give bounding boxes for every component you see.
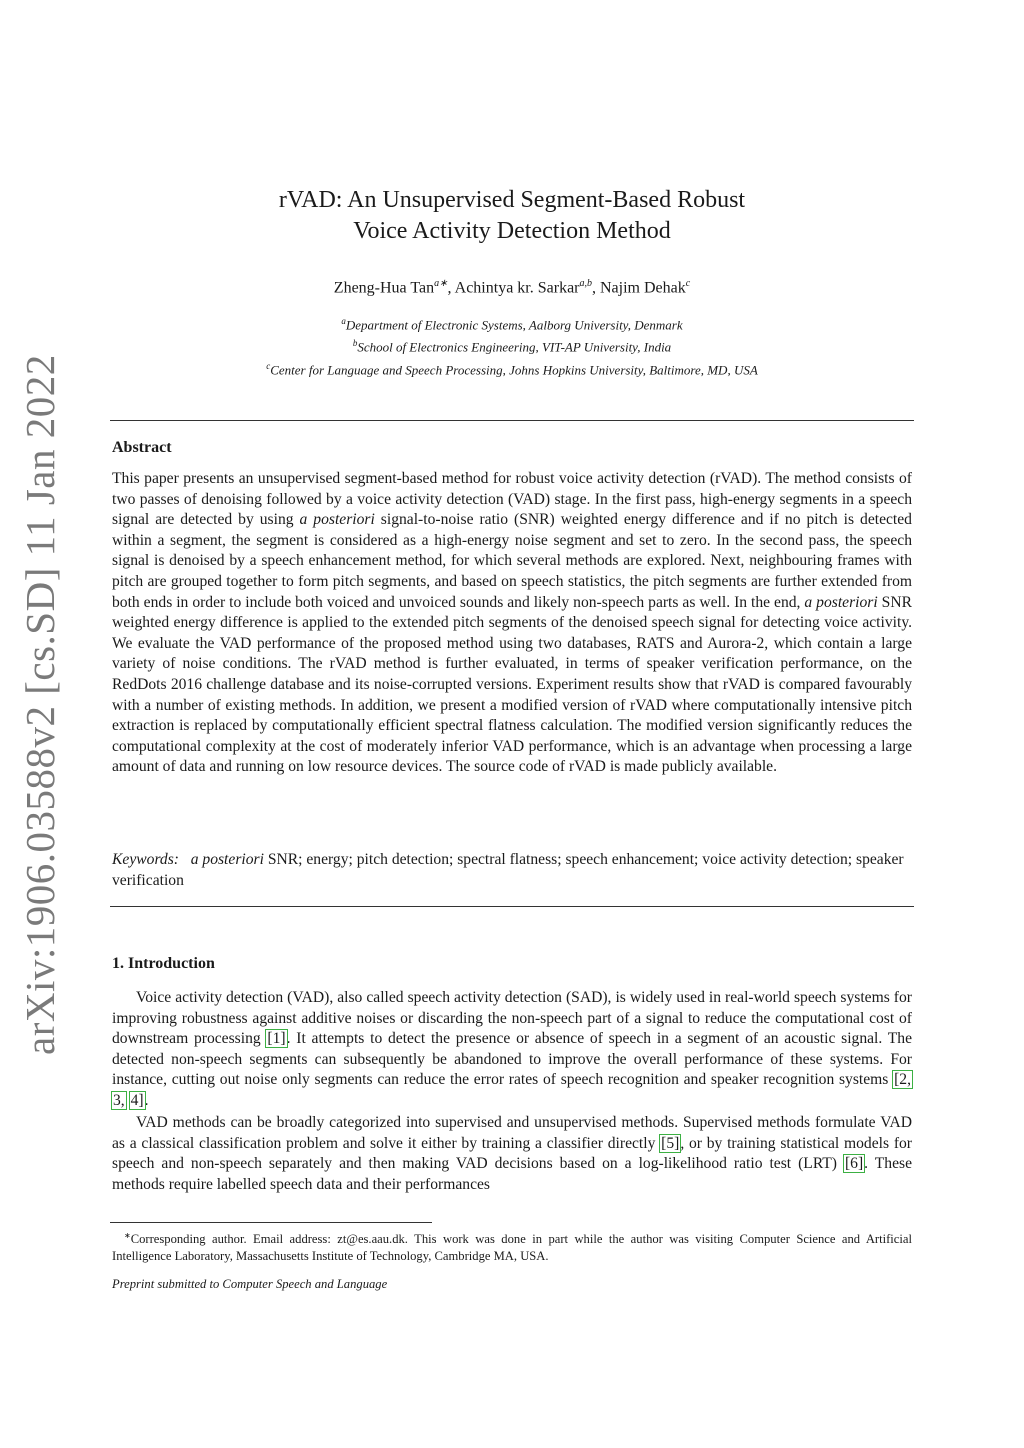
preprint-notice: Preprint submitted to Computer Speech and Language: [112, 1277, 388, 1291]
affiliation: $^a$Department of Electronic Systems, Aalborg University, Denmark: [341, 316, 683, 333]
bottom-divider: [110, 906, 914, 907]
keywords: Keywords: a posteriori SNR; energy; pitch detection; spectral flatness; speech enhancement; voice activity detection; speaker verification: [112, 851, 904, 889]
abstract-heading: Abstract: [112, 439, 172, 456]
title-line-2: Voice Activity Detection Method: [353, 218, 671, 244]
paper-title: [112, 185, 912, 247]
top-divider: [110, 420, 914, 421]
author-marks: c: [685, 278, 691, 289]
citation-link[interactable]: [6]: [844, 1155, 864, 1173]
author-name: Achintya kr. Sarkar: [454, 279, 580, 297]
footnote: ∗Corresponding author. Email address: zt@es.aau.dk. This work was done in part while the author was visiting Computer Science and Artificial Intelligence Laboratory, Massachusetts Institute of Technology, Cambridge MA, USA.: [112, 1231, 912, 1263]
affiliation: $^b$School of Electronics Engineering, VIT-AP University, India: [352, 338, 672, 355]
affiliation: $^c$Center for Language and Speech Processing, Johns Hopkins University, Baltimore, MD, USA: [266, 360, 758, 377]
author-marks: a∗: [434, 278, 448, 289]
author-name: Najim Dehak: [600, 279, 686, 297]
footnote-divider: [110, 1222, 432, 1223]
title-line-1: rVAD: An Unsupervised Segment-Based Robust: [278, 187, 746, 213]
section-heading-introduction: 1. Introduction: [112, 955, 215, 972]
citation-link[interactable]: 4]: [130, 1091, 144, 1109]
citation-link[interactable]: [1]: [267, 1030, 286, 1048]
citation-link[interactable]: [2,: [894, 1071, 911, 1089]
intro-paragraph-1: Voice activity detection (VAD), also called speech activity detection (SAD), is widely used in real-world speech systems for improving robustness against additive noises or discarding the non-speech part of a signal to reduce the computational cost of downstream processing [1]. It attempts to detect the presence or absence of speech in a segment of an acoustic signal. The detected non-speech segments can subsequently be abandoned to improve the overall performance of these systems. For instance, cutting out noise only segments can reduce the error rates of speech recognition and speaker recognition systems [2, 3, 4].: [112, 989, 912, 1109]
citation-link[interactable]: 3,: [113, 1091, 125, 1109]
abstract-body: This paper presents an unsupervised segment-based method for robust voice activity detection (rVAD). The method consists of two passes of denoising followed by a voice activity detection (VAD) stage. In the first pass, high-energy segments in a speech signal are detected by using a posteriori signal-to-noise ratio (SNR) weighted energy difference and if no pitch is detected within a segment, the segment is considered as a high-energy noise segment and set to zero. In the second pass, the speech signal is denoised by a speech enhancement method, for which several methods are explored. Next, neighbouring frames with pitch are grouped together to form pitch segments, and based on speech statistics, the pitch segments are further extended from both ends in order to include both voiced and unvoiced sounds and likely non-speech parts as well. In the end, a posteriori SNR weighted energy difference is applied to the extended pitch segments of the denoised speech signal for detecting voice activity. We evaluate the VAD performance of the proposed method using two databases, RATS and Aurora-2, which contain a large variety of noise conditions. The rVAD method is further evaluated, in terms of speaker verification performance, on the RedDots 2016 challenge database and its noise-corrupted versions. Experiment results show that rVAD is compared favourably with a number of existing methods. In addition, we present a modified version of rVAD where computationally intensive pitch extraction is replaced by computationally efficient spectral flatness calculation. The modified version significantly reduces the computational complexity at the cost of moderately inferior VAD performance, which is an advantage when processing a large amount of data and running on low resource devices. The source code of rVAD is made publicly available.: [112, 470, 912, 776]
arxiv-identifier[interactable]: arXiv:1906.03588v2 [cs.SD] 11 Jan 2022: [17, 354, 63, 1055]
footnote-mark: ∗: [124, 1231, 131, 1240]
author-list: Zheng-Hua Tan$^{a∗}$, Achintya kr. Sarkar$^{a,b}$, Najim Dehak$^c$: [333, 278, 691, 297]
author-marks: a,b: [579, 278, 592, 289]
affiliation-list: [112, 312, 912, 379]
keywords-label: Keywords:: [112, 851, 179, 868]
citation-link[interactable]: [5]: [661, 1134, 680, 1152]
author-name: Zheng-Hua Tan: [333, 279, 435, 297]
intro-paragraph-2: VAD methods can be broadly categorized into supervised and unsupervised methods. Supervised methods formulate VAD as a classical classification problem and solve it either by training a classifier directly [5], or by training statistical models for speech and non-speech separately and then making VAD decisions based on a log-likelihood ratio test (LRT) [6]. These methods require labelled speech data and their performances: [112, 1114, 913, 1193]
